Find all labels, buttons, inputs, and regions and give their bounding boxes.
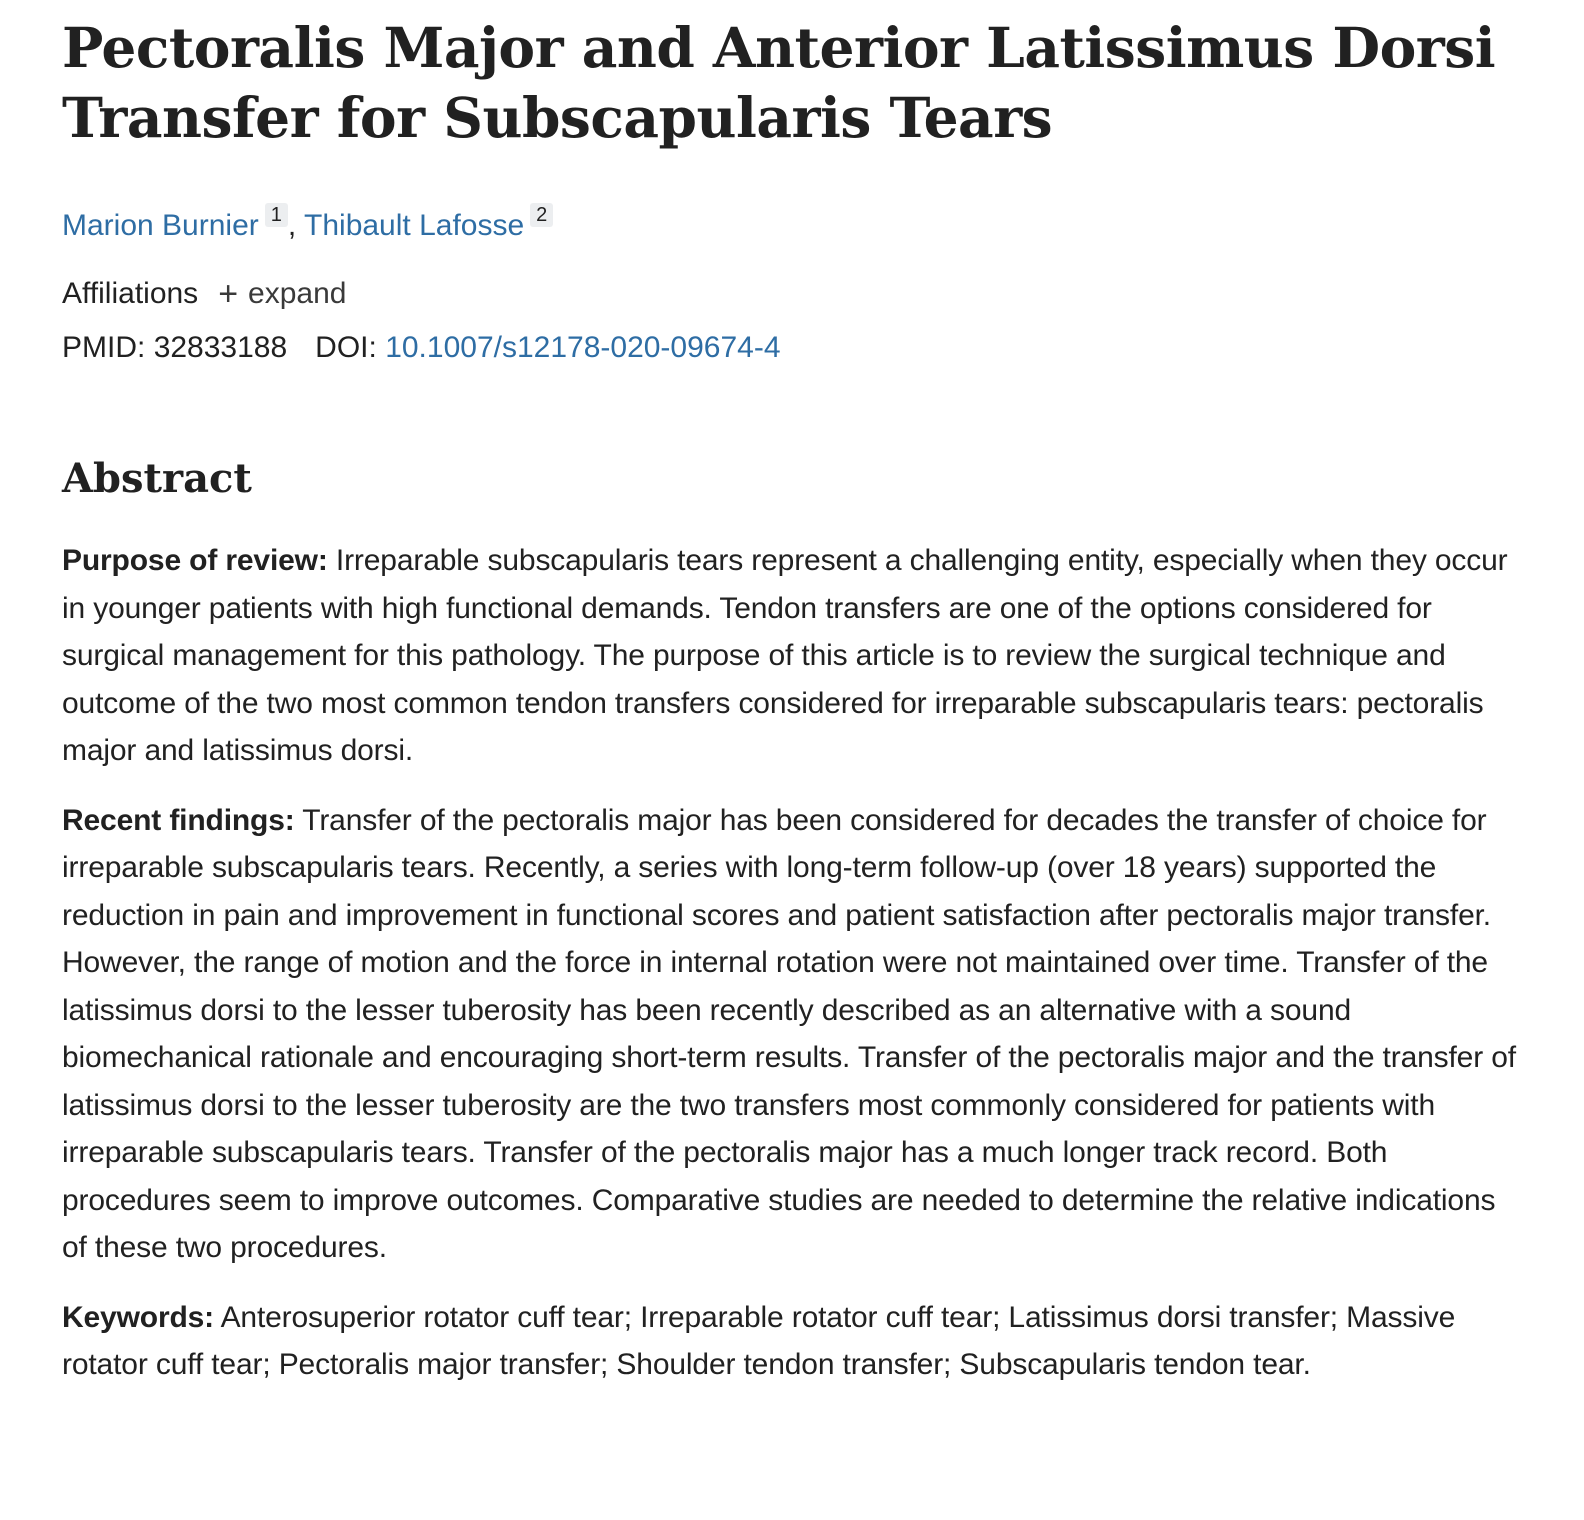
expand-label: expand [248, 277, 347, 310]
doi-link[interactable]: 10.1007/s12178-020-09674-4 [385, 331, 781, 364]
affiliations-label: Affiliations [62, 277, 199, 310]
pmid-label: PMID: [62, 331, 146, 364]
author-list [62, 203, 1522, 246]
affiliations-row [62, 274, 1522, 314]
keywords-label: Keywords: [62, 1300, 215, 1334]
affiliations-expand-button[interactable] [218, 274, 346, 314]
article-page [62, 0, 1522, 1389]
purpose-text: Irreparable subscapularis tears represent a challenging entity, especially when they occur in younger patients with high functional demands. Tendon transfers are one of the options considered for surgical management for this pathology. The purpose of this article is to review the surgical technique and outcome of the two most common tendon transfers considered for irreparable subscapularis tears: pectoralis major and latissimus dorsi. [62, 544, 1508, 768]
doi-label: DOI: [315, 331, 377, 364]
affiliation-badge-1[interactable]: 1 [265, 203, 288, 227]
abstract-findings-paragraph [62, 797, 1522, 1272]
findings-text: Transfer of the pectoralis major has been considered for decades the transfer of choice for irreparable subscapularis tears. Recently, a series with long-term follow-up (over 18 years) supported the reduction in pain and improvement in functional scores and patient satisfaction after pectoralis major transfer. However, the range of motion and the force in internal rotation were not maintained over time. Transfer of the latissimus dorsi to the lesser tuberosity has been recently described as an alternative with a sound biomechanical rationale and encouraging short-term results. Transfer of the pectoralis major and the transfer of latissimus dorsi to the lesser tuberosity are the two transfers most commonly considered for patients with irreparable subscapularis tears. Transfer of the pectoralis major has a much longer track record. Both procedures seem to improve outcomes. Comparative studies are needed to determine the relative indications of these two procedures. [62, 803, 1516, 1265]
findings-label: Recent findings: [62, 803, 295, 837]
plus-icon: + [218, 275, 239, 313]
abstract-purpose-paragraph [62, 537, 1522, 775]
author-separator: , [287, 209, 297, 242]
author-link-thibault-lafosse[interactable]: Thibault Lafosse [304, 209, 525, 242]
abstract-heading: Abstract [62, 455, 252, 502]
pmid-value: 32833188 [153, 331, 288, 364]
keywords-text: Anterosuperior rotator cuff tear; Irreparable rotator cuff tear; Latissimus dorsi transfer; Massive rotator cuff tear; Pectoralis major transfer; Shoulder tendon transfer; Subscapularis tendon tear. [62, 1300, 1456, 1382]
identifiers-row [62, 328, 1522, 368]
author-link-marion-burnier[interactable]: Marion Burnier [62, 209, 259, 242]
keywords-paragraph [62, 1294, 1522, 1389]
article-title: Pectoralis Major and Anterior Latissimus Dorsi Transfer for Subscapularis Tears [62, 15, 1496, 150]
affiliation-badge-2[interactable]: 2 [530, 203, 553, 227]
purpose-label: Purpose of review: [62, 544, 328, 578]
